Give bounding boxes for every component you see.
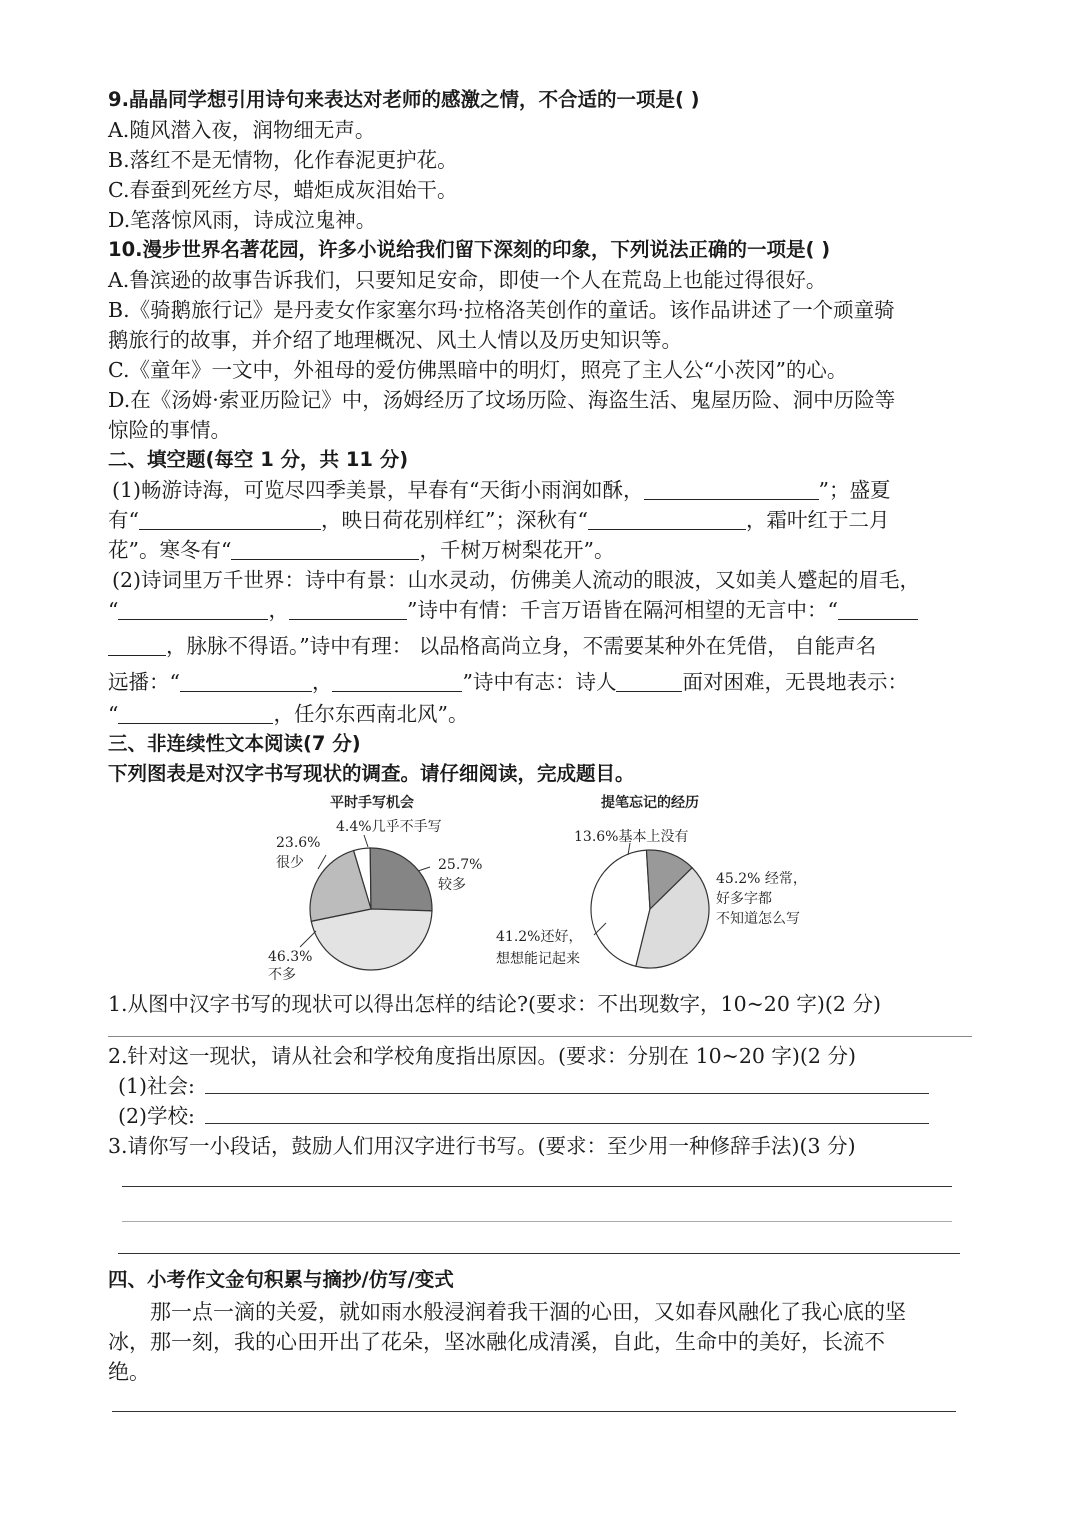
c1-label-25-7-desc: 较多: [438, 877, 466, 893]
fill-text: “: [108, 598, 119, 622]
fill-text: ，: [311, 670, 333, 694]
chart2-title: 提笔忘记的经历: [601, 795, 699, 811]
pie-slice-1-2: [370, 848, 432, 911]
chart1-title: 平时手写机会: [330, 795, 414, 811]
q9-option-c[interactable]: C.春蚕到死丝方尽，蜡炬成灰泪始干。: [108, 178, 458, 202]
fill-text: 远播：“: [108, 670, 180, 694]
sec3-q1: 1.从图中汉字书写的现状可以得出怎样的结论?(要求：不出现数字，10~20 字)(2 分): [108, 992, 881, 1016]
leader-line: [318, 855, 326, 869]
sec4-para-line1: 那一点一滴的关爱，就如雨水般浸润着我干涸的心田，又如春风融化了我心底的坚: [150, 1300, 906, 1324]
q9-stem: 9.晶晶同学想引用诗句来表达对老师的感激之情，不合适的一项是( ): [108, 88, 700, 111]
answer-line-q1[interactable]: [108, 1036, 972, 1037]
q9-option-a[interactable]: A.随风潜入夜，润物细无声。: [108, 118, 376, 142]
pie-chart-forgetting: [591, 850, 709, 968]
section2-title: 二、填空题(每空 1 分，共 11 分): [108, 448, 409, 471]
c2-label-41-2-desc: 想想能记起来: [496, 951, 580, 967]
pie-slice-1-3: [311, 909, 432, 970]
blank-9[interactable]: [332, 671, 462, 692]
sec3-q2-society: (1)社会:: [118, 1074, 195, 1098]
c1-label-46-3: 46.3%: [268, 949, 313, 965]
fill-line-5: [108, 596, 918, 624]
fill-line-4: (2)诗词里万千世界：诗中有景：山水灵动，仿佛美人流动的眼波，又如美人蹙起的眉毛，: [112, 568, 921, 592]
c1-label-4-4: 4.4%几乎不手写: [336, 819, 442, 835]
fill-text: ，: [268, 598, 289, 622]
q10-stem: 10.漫步世界名著花园，许多小说给我们留下深刻的印象，下列说法正确的一项是( ): [108, 238, 831, 261]
leader-line: [300, 931, 316, 947]
c2-label-45-2-desc1: 好多字都: [716, 891, 772, 907]
c1-label-46-3-desc: 不多: [268, 967, 296, 983]
fill-line-8: [108, 700, 468, 728]
fill-text: “: [108, 702, 119, 726]
fill-text: ，脉脉不得语。”诗中有理： 以品格高尚立身，不需要某种外在凭借， 自能声名: [166, 634, 877, 658]
fill-line-7: [108, 668, 908, 696]
fill-text: ，任尔东西南北风”。: [273, 702, 469, 726]
q10-option-d[interactable]: D.在《汤姆·索亚历险记》中，汤姆经历了坟场历险、海盗生活、鬼屋历险、洞中历险等: [108, 388, 896, 412]
fill-text: ，千树万树梨花开”。: [419, 538, 615, 562]
fill-text: ，映日荷花别样红”；深秋有“: [320, 508, 588, 532]
fill-line-6: [108, 632, 876, 660]
blank-1[interactable]: [644, 479, 819, 500]
fill-text: ”诗中有志：诗人: [462, 670, 617, 694]
leader-line: [364, 835, 368, 847]
q9-option-b[interactable]: B.落红不是无情物，化作春泥更护花。: [108, 148, 458, 172]
blank-5[interactable]: [118, 599, 268, 620]
q10-option-b-cont: 鹅旅行的故事，并介绍了地理概况、风土人情以及历史知识等。: [108, 328, 682, 352]
blank-11[interactable]: [118, 703, 273, 724]
answer-line-sec4[interactable]: [112, 1411, 956, 1412]
q10-option-a[interactable]: A.鲁滨逊的故事告诉我们，只要知足安命，即使一个人在荒岛上也能过得很好。: [108, 268, 827, 292]
fill-text: ”；盛夏: [818, 478, 891, 502]
fill-text: (1)畅游诗海，可览尽四季美景，早春有“天街小雨润如酥，: [112, 478, 644, 502]
answer-line-school[interactable]: [205, 1123, 929, 1124]
blank-7-cont[interactable]: [108, 635, 166, 656]
blank-7[interactable]: [838, 599, 918, 620]
blank-4[interactable]: [231, 539, 419, 560]
fill-line-1: [112, 476, 891, 504]
answer-line-q3-3[interactable]: [118, 1253, 960, 1254]
answer-line-q3-2[interactable]: [122, 1221, 952, 1222]
c2-label-45-2: 45.2% 经常，: [716, 871, 807, 887]
sec3-q3: 3.请你写一小段话，鼓励人们用汉字进行书写。(要求：至少用一种修辞手法)(3 分): [108, 1134, 856, 1158]
blank-2[interactable]: [139, 509, 321, 530]
fill-text: 花”。寒冬有“: [108, 538, 232, 562]
fill-line-3: [108, 536, 614, 564]
answer-line-q3-1[interactable]: [122, 1186, 952, 1187]
answer-line-society[interactable]: [205, 1093, 929, 1094]
q9-option-d[interactable]: D.笔落惊风雨，诗成泣鬼神。: [108, 208, 377, 232]
fill-text: 面对困难，无畏地表示：: [682, 670, 908, 694]
section4-title: 四、小考作文金句积累与摘抄/仿写/变式: [108, 1268, 454, 1291]
c2-label-45-2-desc2: 不知道怎么写: [716, 911, 800, 927]
blank-8[interactable]: [180, 671, 312, 692]
c1-label-23-6-desc: 很少: [276, 855, 304, 871]
sec3-q2: 2.针对这一现状，请从社会和学校角度指出原因。(要求：分别在 10~20 字)(2 分): [108, 1044, 856, 1068]
leader-line: [418, 867, 430, 871]
c2-label-41-2: 41.2%还好，: [496, 929, 583, 945]
pie-charts: [0, 785, 1080, 985]
sec3-q2-school: (2)学校:: [118, 1104, 195, 1128]
c1-label-23-6: 23.6%: [276, 835, 321, 851]
q10-option-b[interactable]: B.《骑鹅旅行记》是丹麦女作家塞尔玛·拉格洛芙创作的童话。该作品讲述了一个顽童骑: [108, 298, 895, 322]
section3-intro: 下列图表是对汉字书写现状的调查。请仔细阅读，完成题目。: [108, 762, 635, 785]
fill-text: 有“: [108, 508, 139, 532]
section3-title: 三、非连续性文本阅读(7 分): [108, 732, 361, 755]
c1-label-25-7: 25.7%: [438, 857, 483, 873]
sec4-para-line2: 冰，那一刻，我的心田开出了花朵，坚冰融化成清溪，自此，生命中的美好，长流不: [108, 1330, 885, 1354]
fill-text: ，霜叶红于二月: [745, 508, 890, 532]
blank-6[interactable]: [289, 599, 407, 620]
fill-line-2: [108, 506, 889, 534]
blank-3[interactable]: [588, 509, 746, 530]
c2-label-13-6: 13.6%基本上没有: [574, 829, 689, 845]
fill-text: ”诗中有情：千言万语皆在隔河相望的无言中：“: [406, 598, 838, 622]
q10-option-c[interactable]: C.《童年》一文中，外祖母的爱仿佛黑暗中的明灯，照亮了主人公“小茨冈”的心。: [108, 358, 848, 382]
pie-chart-handwriting: [310, 848, 432, 970]
q10-option-d-cont: 惊险的事情。: [108, 418, 231, 442]
blank-10[interactable]: [616, 671, 682, 692]
sec4-para-line3: 绝。: [108, 1360, 150, 1384]
